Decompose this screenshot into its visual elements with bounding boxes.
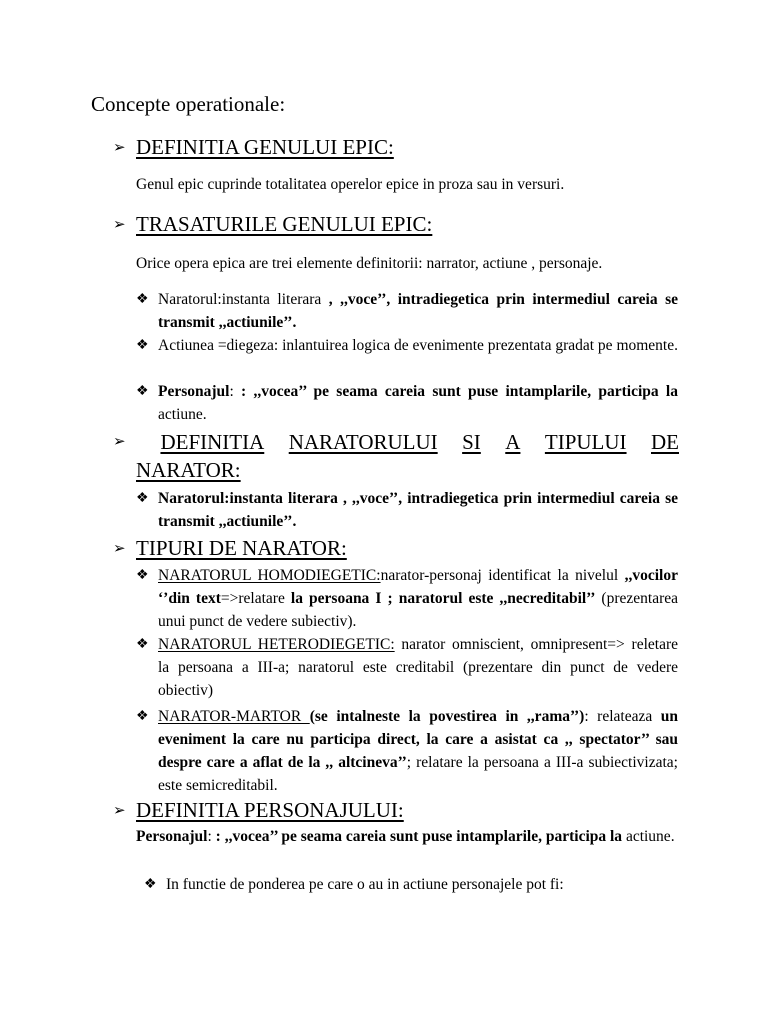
arrowhead-icon: ➢	[113, 803, 126, 819]
four-diamond-icon: ❖	[136, 384, 149, 399]
arrowhead-icon: ➢	[113, 217, 126, 233]
list-item-narator: ❖ Naratorul:instanta literara , ,,voce’’, intradiegetica prin intermediul careia se transmit ,,actiunile’’.	[136, 288, 678, 334]
four-diamond-icon: ❖	[136, 292, 149, 307]
four-diamond-icon: ❖	[136, 709, 149, 724]
list-item-martor: ❖ NARATOR-MARTOR (se intalneste la povestirea in ,,rama’’): relateaza un eveniment la care nu participa direct, la care a asistat ca ,, spectator’’ sau despre care a aflat de la ,, altcineva’’; relatare la persoana a III-a subiectivizata; este semicreditabil.	[136, 705, 678, 797]
paragraph-personaj: Personajul: : ,,vocea’’ pe seama careia sunt puse intamplarile, participa la actiune.	[136, 828, 675, 845]
list-item-pondere: ❖ In functie de ponderea pe care o au in actiune personajele pot fi:	[144, 873, 678, 896]
list-item-personaj: ❖ Personajul: : ,,vocea’’ pe seama careia sunt puse intamplarile, participa la actiune.	[136, 380, 678, 426]
list-item-heterodiegetic: ❖ NARATORUL HETERODIEGETIC: narator omniscient, omnipresent=> reletare la persoana a III-a; naratorul este creditabil (prezentare din punct de vedere obiectiv)	[136, 633, 678, 702]
four-diamond-icon: ❖	[136, 491, 149, 506]
four-diamond-icon: ❖	[144, 877, 157, 892]
section-heading-genul-epic: ➢ DEFINITIA GENULUI EPIC:	[113, 133, 394, 162]
list-item-narator-def: ❖ Naratorul:instanta literara , ,,voce’’, intradiegetica prin intermediul careia se transmit ,,actiunile’’.	[136, 487, 678, 533]
section-heading-trasaturi: ➢ TRASATURILE GENULUI EPIC:	[113, 210, 432, 239]
page-title: Concepte operationale:	[91, 92, 286, 116]
arrowhead-icon: ➢	[113, 541, 126, 557]
arrowhead-icon: ➢	[113, 434, 126, 450]
paragraph-genul-epic: Genul epic cuprinde totalitatea operelor epice in proza sau in versuri.	[136, 176, 565, 193]
arrowhead-icon: ➢	[113, 140, 126, 156]
section-heading-personaj: ➢ DEFINITIA PERSONAJULUI:	[113, 796, 404, 825]
four-diamond-icon: ❖	[136, 338, 149, 353]
section-heading-tipuri: ➢ TIPURI DE NARATOR:	[113, 534, 347, 563]
four-diamond-icon: ❖	[136, 568, 149, 583]
list-item-actiune: ❖ Actiunea =diegeza: inlantuirea logica de evenimente prezentata gradat pe momente.	[136, 334, 678, 357]
paragraph-trasaturi: Orice opera epica are trei elemente definitorii: narrator, actiune , personaje.	[136, 255, 603, 272]
section-heading-narator: ➢ DEFINITIA NARATORULUI SI A TIPULUI DE NARATOR:	[113, 430, 679, 482]
list-item-homodiegetic: ❖ NARATORUL HOMODIEGETIC:narator-personaj identificat la nivelul ,,vocilor ‘’din text=>relatare la persoana I ; naratorul este ,,necreditabil’’ (prezentarea unui punct de vedere subiectiv).	[136, 564, 678, 633]
four-diamond-icon: ❖	[136, 637, 149, 652]
